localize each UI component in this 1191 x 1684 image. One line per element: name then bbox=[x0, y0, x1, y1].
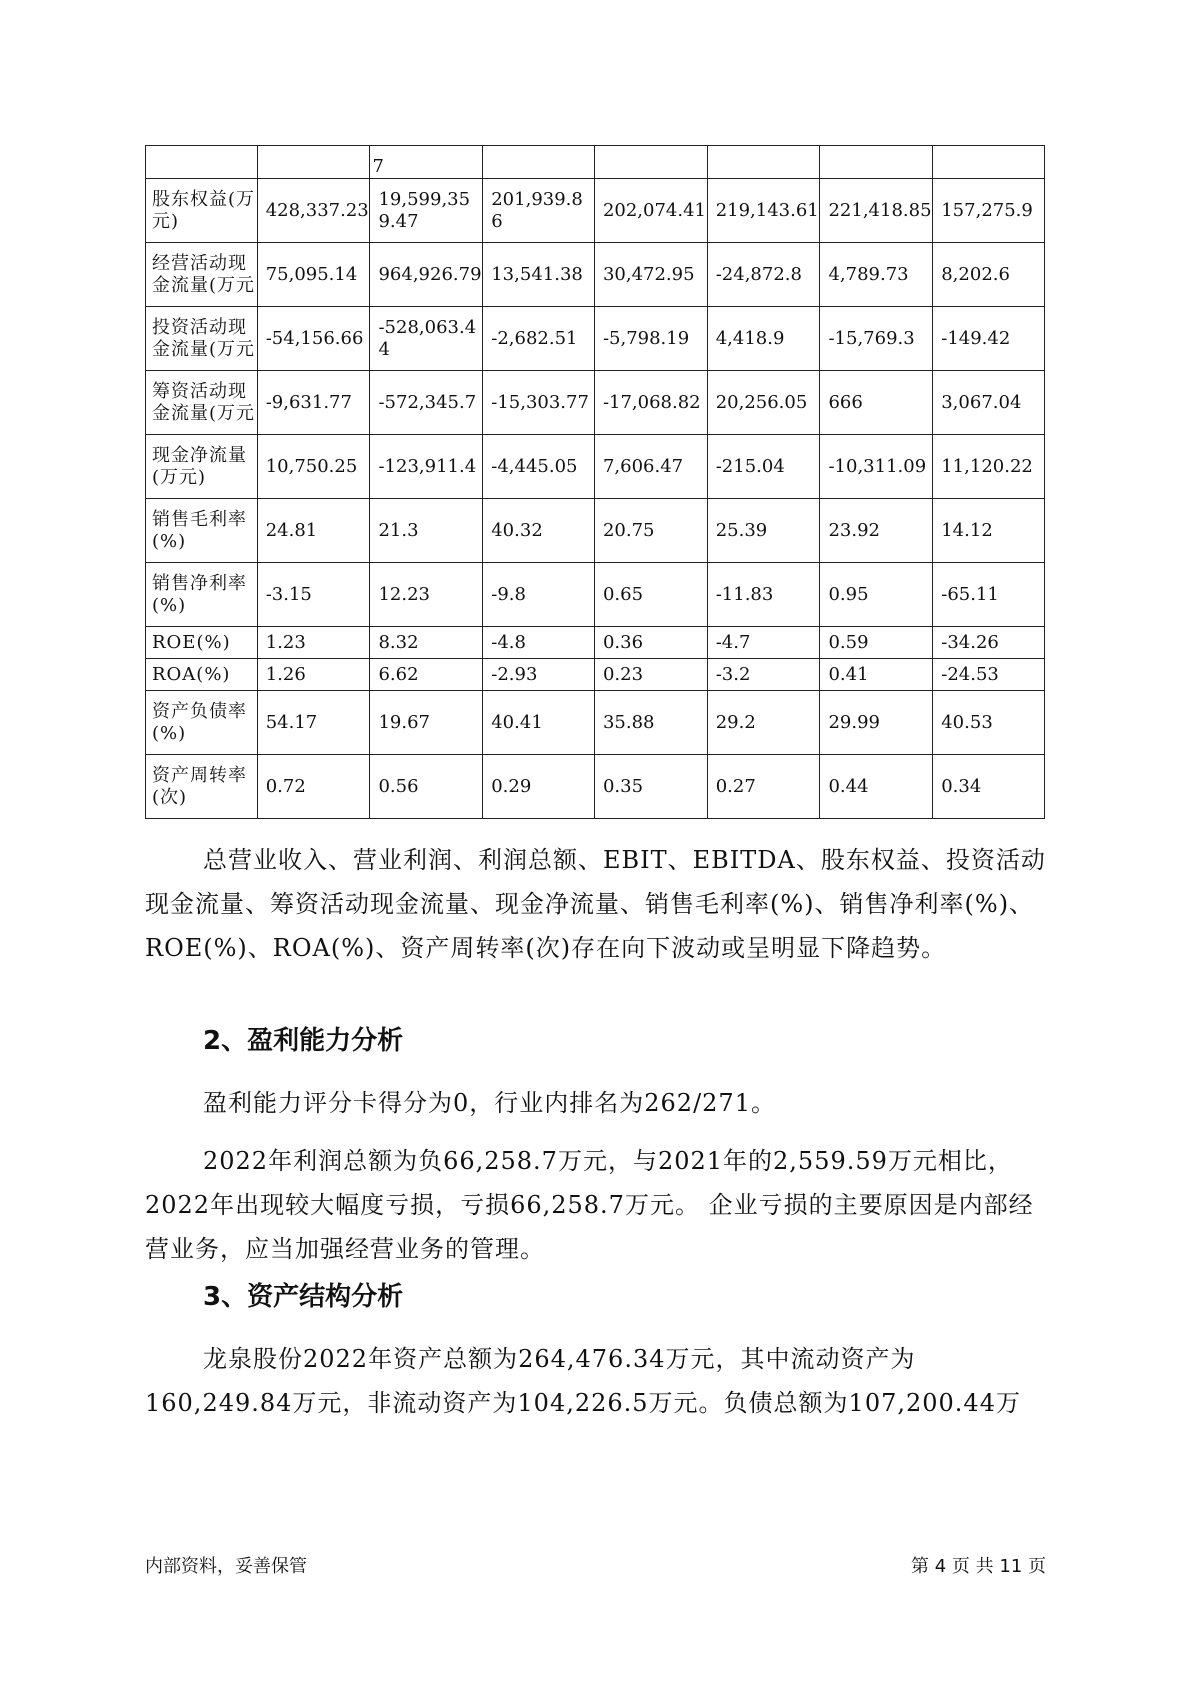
score-paragraph bbox=[145, 1081, 1050, 1125]
table-cell: 35.88 bbox=[594, 691, 707, 755]
table-cell: 0.27 bbox=[707, 755, 820, 819]
table-row bbox=[146, 499, 1045, 563]
table-cell: 11,120.22 bbox=[933, 435, 1045, 499]
table-cell: -9,631.77 bbox=[257, 371, 370, 435]
table-cell bbox=[594, 146, 707, 179]
table-cell: 964,926.79 bbox=[370, 243, 483, 307]
table-cell: 29.99 bbox=[820, 691, 933, 755]
table-cell: 40.32 bbox=[483, 499, 595, 563]
profit-text: 2022年利润总额为负66,258.7万元，与2021年的2,559.59万元相比，2022年出现较大幅度亏损，亏损66,258.7万元。 企业亏损的主要原因是内部经营业务，应当加强经营业务的管理。 bbox=[145, 1147, 1034, 1263]
table-cell: -10,311.09 bbox=[820, 435, 933, 499]
table-cell: -4.8 bbox=[483, 627, 595, 659]
table-cell: 75,095.14 bbox=[257, 243, 370, 307]
table-cell: 7,606.47 bbox=[594, 435, 707, 499]
table-cell: 202,074.41 bbox=[594, 179, 707, 243]
table-cell: 666 bbox=[820, 371, 933, 435]
table-row bbox=[146, 435, 1045, 499]
table-cell: -572,345.7 bbox=[370, 371, 483, 435]
table-cell: -215.04 bbox=[707, 435, 820, 499]
table-cell: 201,939.86 bbox=[483, 179, 595, 243]
table-cell: -3.2 bbox=[707, 659, 820, 691]
heading-asset-structure: 3、资产结构分析 bbox=[203, 1282, 404, 1312]
table-cell: 29.2 bbox=[707, 691, 820, 755]
table-cell bbox=[257, 146, 370, 179]
table-cell: 40.53 bbox=[933, 691, 1045, 755]
table-cell: -4,445.05 bbox=[483, 435, 595, 499]
table-cell: 8.32 bbox=[370, 627, 483, 659]
table-cell: 54.17 bbox=[257, 691, 370, 755]
table-cell: -9.8 bbox=[483, 563, 595, 627]
table-cell: 19,599,359.47 bbox=[370, 179, 483, 243]
table-cell: 21.3 bbox=[370, 499, 483, 563]
table-cell: -65.11 bbox=[933, 563, 1045, 627]
table-row bbox=[146, 307, 1045, 371]
row-label: ROE(%) bbox=[146, 627, 258, 659]
table-cell bbox=[933, 146, 1045, 179]
table-cell: 24.81 bbox=[257, 499, 370, 563]
trend-paragraph bbox=[145, 838, 1050, 970]
table-cell: -24,872.8 bbox=[707, 243, 820, 307]
financial-table bbox=[145, 145, 1045, 819]
table-row bbox=[146, 755, 1045, 819]
table-row bbox=[146, 179, 1045, 243]
row-label: 销售净利率(%) bbox=[146, 563, 258, 627]
table-row bbox=[146, 146, 1045, 179]
table-cell: 428,337.23 bbox=[257, 179, 370, 243]
table-cell: 0.35 bbox=[594, 755, 707, 819]
heading-profitability: 2、盈利能力分析 bbox=[203, 1026, 404, 1056]
table-cell: 7 bbox=[370, 146, 483, 179]
table-cell: 4,789.73 bbox=[820, 243, 933, 307]
table-cell: -54,156.66 bbox=[257, 307, 370, 371]
table-cell: 157,275.9 bbox=[933, 179, 1045, 243]
table-cell: -11.83 bbox=[707, 563, 820, 627]
table-cell bbox=[820, 146, 933, 179]
table-cell: 3,067.04 bbox=[933, 371, 1045, 435]
table-row bbox=[146, 659, 1045, 691]
table-cell: 0.95 bbox=[820, 563, 933, 627]
table-cell: 12.23 bbox=[370, 563, 483, 627]
row-label: 经营活动现金流量(万元 bbox=[146, 243, 258, 307]
table-cell: 13,541.38 bbox=[483, 243, 595, 307]
trend-text: 总营业收入、营业利润、利润总额、EBIT、EBITDA、股东权益、投资活动现金流量、筹资活动现金流量、现金净流量、销售毛利率(%)、销售净利率(%)、ROE(%)、ROA(%)、资产周转率(次)存在向下波动或呈明显下降趋势。 bbox=[145, 846, 1046, 962]
table-cell: 4,418.9 bbox=[707, 307, 820, 371]
table-cell: -149.42 bbox=[933, 307, 1045, 371]
table-cell bbox=[483, 146, 595, 179]
table-row bbox=[146, 563, 1045, 627]
table-cell: 20,256.05 bbox=[707, 371, 820, 435]
table-cell: 20.75 bbox=[594, 499, 707, 563]
row-label: 资产周转率(次) bbox=[146, 755, 258, 819]
row-label: 现金净流量(万元) bbox=[146, 435, 258, 499]
table-cell: 0.59 bbox=[820, 627, 933, 659]
score-text: 盈利能力评分卡得分为0，行业内排名为262/271。 bbox=[203, 1089, 776, 1117]
table-cell: -34.26 bbox=[933, 627, 1045, 659]
table-cell: 10,750.25 bbox=[257, 435, 370, 499]
table-cell: -2.93 bbox=[483, 659, 595, 691]
table-cell: 0.41 bbox=[820, 659, 933, 691]
row-label: ROA(%) bbox=[146, 659, 258, 691]
table-cell: 8,202.6 bbox=[933, 243, 1045, 307]
table-cell: 0.65 bbox=[594, 563, 707, 627]
profit-paragraph bbox=[145, 1139, 1050, 1271]
table-cell: 40.41 bbox=[483, 691, 595, 755]
table-row bbox=[146, 627, 1045, 659]
table-cell: 14.12 bbox=[933, 499, 1045, 563]
footer-left: 内部资料，妥善保管 bbox=[145, 1556, 307, 1577]
table-cell: -528,063.44 bbox=[370, 307, 483, 371]
row-label: 筹资活动现金流量(万元 bbox=[146, 371, 258, 435]
table-row bbox=[146, 691, 1045, 755]
table-cell: 221,418.85 bbox=[820, 179, 933, 243]
table-cell: -4.7 bbox=[707, 627, 820, 659]
table-cell: 219,143.61 bbox=[707, 179, 820, 243]
table-cell: 1.26 bbox=[257, 659, 370, 691]
table-cell: 19.67 bbox=[370, 691, 483, 755]
row-label: 资产负债率(%) bbox=[146, 691, 258, 755]
table-cell: 0.34 bbox=[933, 755, 1045, 819]
footer-page-number: 第 4 页 共 11 页 bbox=[911, 1556, 1046, 1577]
assets-paragraph bbox=[145, 1337, 1050, 1425]
table-cell: -3.15 bbox=[257, 563, 370, 627]
table-cell: 25.39 bbox=[707, 499, 820, 563]
table-cell bbox=[146, 146, 258, 179]
table-cell: -17,068.82 bbox=[594, 371, 707, 435]
table-row bbox=[146, 243, 1045, 307]
table-cell: 30,472.95 bbox=[594, 243, 707, 307]
table-cell: -2,682.51 bbox=[483, 307, 595, 371]
table-cell bbox=[707, 146, 820, 179]
table-cell: 0.44 bbox=[820, 755, 933, 819]
table-cell: 0.72 bbox=[257, 755, 370, 819]
table-cell: 23.92 bbox=[820, 499, 933, 563]
table-cell: -5,798.19 bbox=[594, 307, 707, 371]
row-label: 投资活动现金流量(万元 bbox=[146, 307, 258, 371]
table-cell: -15,303.77 bbox=[483, 371, 595, 435]
table-cell: 6.62 bbox=[370, 659, 483, 691]
table-cell: -123,911.4 bbox=[370, 435, 483, 499]
table-cell: 0.23 bbox=[594, 659, 707, 691]
table-cell: -15,769.3 bbox=[820, 307, 933, 371]
row-label: 销售毛利率(%) bbox=[146, 499, 258, 563]
assets-text: 龙泉股份2022年资产总额为264,476.34万元，其中流动资产为160,249.84万元，非流动资产为104,226.5万元。负债总额为107,200.44万 bbox=[145, 1345, 1021, 1417]
table-cell: 0.29 bbox=[483, 755, 595, 819]
row-label: 股东权益(万元) bbox=[146, 179, 258, 243]
table-cell: 0.56 bbox=[370, 755, 483, 819]
table-row bbox=[146, 371, 1045, 435]
table-cell: 0.36 bbox=[594, 627, 707, 659]
table-cell: -24.53 bbox=[933, 659, 1045, 691]
table-cell: 1.23 bbox=[257, 627, 370, 659]
